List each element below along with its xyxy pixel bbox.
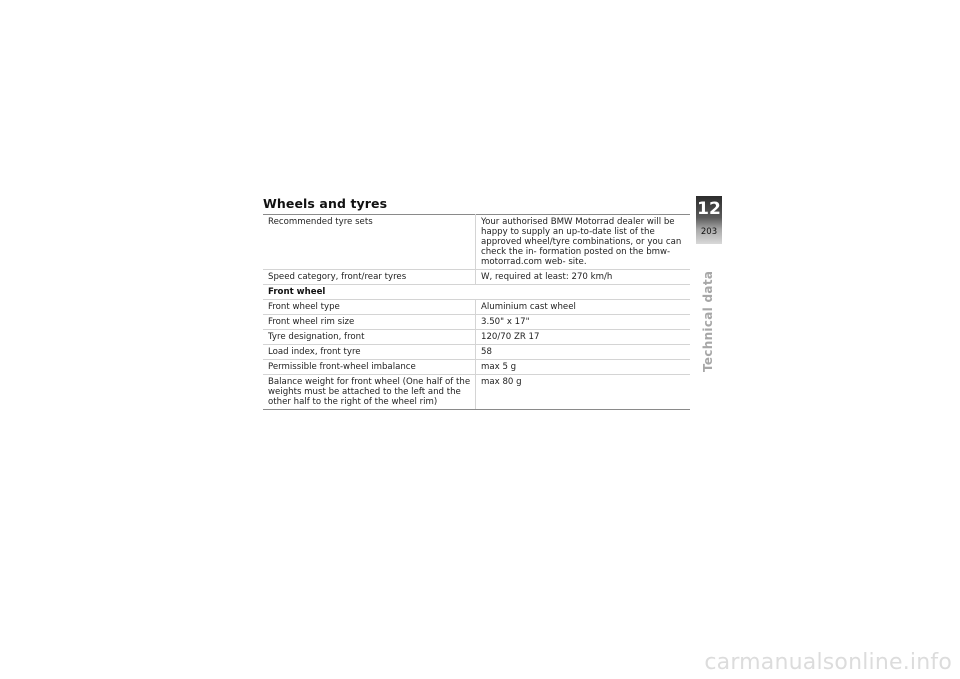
spec-value: 3.50" x 17" (476, 315, 691, 330)
table-row (263, 270, 690, 285)
page-number: 203 (700, 227, 718, 237)
spec-label: Front wheel rim size (263, 315, 476, 330)
table-row (263, 375, 690, 410)
chapter-number: 12 (697, 199, 721, 219)
spec-label: Load index, front tyre (263, 345, 476, 360)
table-row (263, 360, 690, 375)
spec-value: W, required at least: 270 km/h (476, 270, 691, 285)
table-row (263, 315, 690, 330)
spec-label: Speed category, front/rear tyres (263, 270, 476, 285)
spec-label: Recommended tyre sets (263, 215, 476, 270)
spec-value: max 80 g (476, 375, 691, 410)
table-subheading-row (263, 285, 690, 300)
table-row (263, 215, 690, 270)
chapter-tab (696, 196, 722, 244)
spec-value: 58 (476, 345, 691, 360)
table-row (263, 330, 690, 345)
chapter-side-label: Technical data (701, 270, 715, 372)
spec-label: Balance weight for front wheel (One half of the weights must be attached to the left and the other half to the right of the wheel rim) (263, 375, 476, 410)
spec-label: Tyre designation, front (263, 330, 476, 345)
spec-label: Permissible front-wheel imbalance (263, 360, 476, 375)
spec-value: Your authorised BMW Motorrad dealer will be happy to supply an up-to-date list of the approved wheel/tyre combinations, or you can check the in- formation posted on the bmw-motorrad.com web- site. (476, 215, 691, 270)
wheels-tyres-spec-table (263, 214, 690, 410)
watermark: carmanualsonline.info (704, 650, 952, 675)
spec-value: 120/70 ZR 17 (476, 330, 691, 345)
front-wheel-subheading: Front wheel (263, 285, 690, 300)
table-row (263, 345, 690, 360)
spec-label: Front wheel type (263, 300, 476, 315)
section-title: Wheels and tyres (263, 196, 388, 211)
spec-value: max 5 g (476, 360, 691, 375)
spec-value: Aluminium cast wheel (476, 300, 691, 315)
table-row (263, 300, 690, 315)
